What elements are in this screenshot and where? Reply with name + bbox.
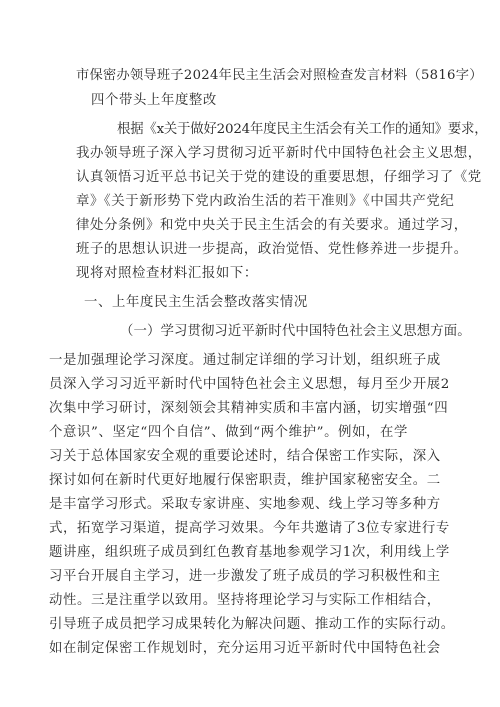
- section-heading: 一、上年度民主生活会整改落实情况: [84, 295, 308, 310]
- body-paragraph-line: 员深入学习习近平新时代中国特色社会主义思想，每月至少开展2: [49, 377, 450, 392]
- intro-paragraph-line: 律处分条例》和党中央关于民主生活会的有关要求。通过学习，: [76, 218, 468, 233]
- body-paragraph-line: 习平台开展自主学习，进一步激发了班子成员的学习积极性和主: [49, 569, 441, 584]
- body-paragraph-line: 是丰富学习形式。采取专家讲座、实地参观、线上学习等多种方: [49, 497, 441, 512]
- document-title-line-2: 四个带头上年度整改: [91, 93, 217, 108]
- intro-paragraph-line: 章》《关于新形势下党内政治生活的若干准则》《中国共产党纪: [76, 194, 455, 209]
- subsection-heading: （一）学习贯彻习近平新时代中国特色社会主义思想方面。: [120, 324, 471, 339]
- body-paragraph-line: 如在制定保密工作规划时，充分运用习近平新时代中国特色社会: [49, 641, 441, 656]
- body-paragraph-line: 题讲座，组织班子成员到红色教育基地参观学习1次，利用线上学: [49, 545, 450, 560]
- intro-paragraph-line: 我办领导班子深入学习贯彻习近平新时代中国特色社会主义思想，: [76, 146, 482, 161]
- body-paragraph-line: 习关于总体国家安全观的重要论述时，结合保密工作实际，深入: [49, 449, 441, 464]
- body-paragraph-line: 探讨如何在新时代更好地履行保密职责，维护国家秘密安全。二: [49, 473, 441, 488]
- document-title-line-1: 市保密办领导班子2024年民主生活会对照检查发言材料（5816字）: [76, 68, 483, 83]
- body-paragraph-line: 引导班子成员把学习成果转化为解决问题、推动工作的实际行动。: [49, 617, 455, 632]
- intro-paragraph-line: 班子的思想认识进一步提高，政治觉悟、党性修养进一步提升。: [76, 242, 468, 257]
- intro-paragraph-line: 认真领悟习近平总书记关于党的建设的重要思想，仔细学习了《党: [76, 170, 482, 185]
- intro-paragraph-line: 根据《x关于做好2024年度民主生活会有关工作的通知》要求，: [117, 122, 488, 137]
- intro-paragraph-line: 现将对照检查材料汇报如下：: [76, 266, 258, 281]
- body-paragraph-line: 一是加强理论学习深度。通过制定详细的学习计划，组织班子成: [49, 353, 441, 368]
- body-paragraph-line: 次集中学习研讨，深刻领会其精神实质和丰富内涵，切实增强“四: [49, 401, 449, 416]
- body-paragraph-line: 式，拓宽学习渠道，提高学习效果。今年共邀请了3位专家进行专: [49, 521, 450, 536]
- body-paragraph-line: 个意识”、坚定“四个自信”、做到“两个维护”。例如，在学: [49, 425, 409, 440]
- body-paragraph-line: 动性。三是注重学以致用。坚持将理论学习与实际工作相结合，: [49, 593, 441, 608]
